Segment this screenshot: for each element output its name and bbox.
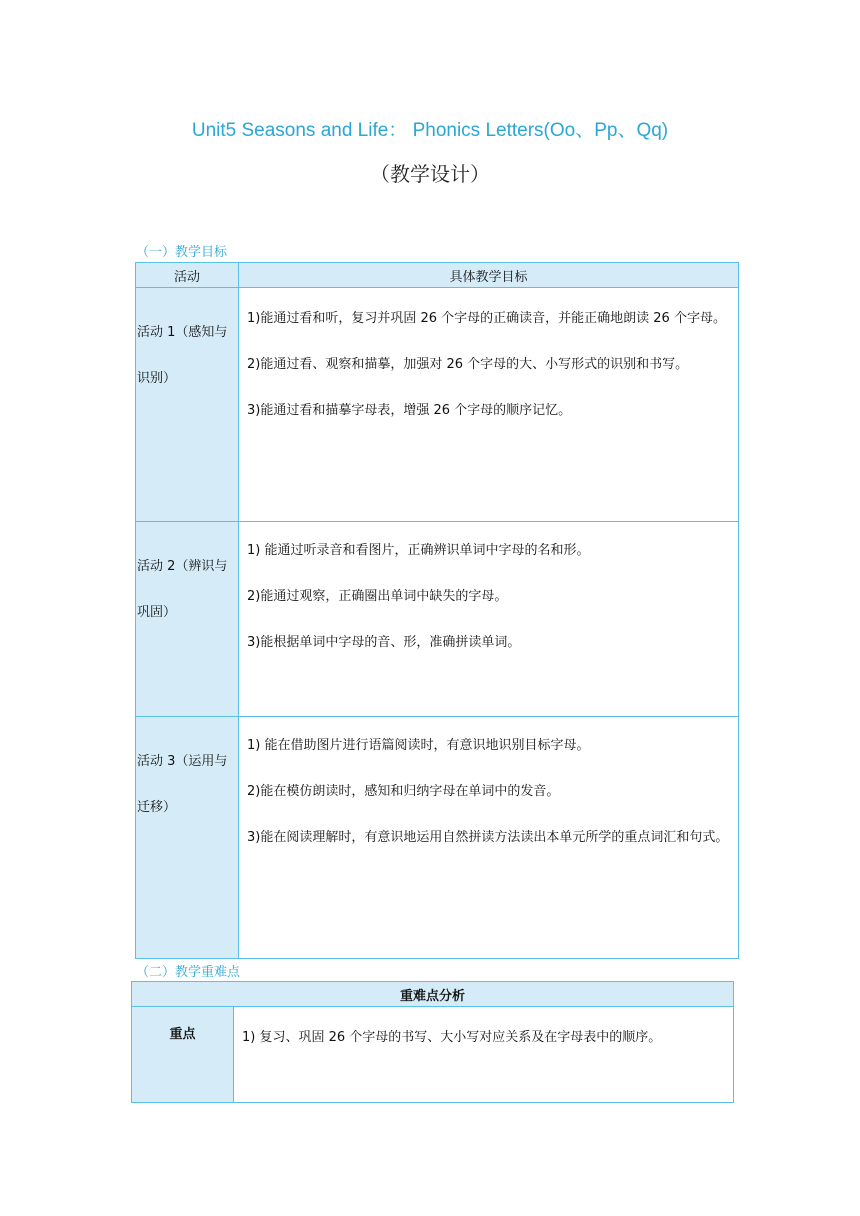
key-points-header: 重难点分析 (132, 982, 734, 1007)
activity-label: 活动 2（辨识与巩固） (136, 522, 239, 717)
activity-label: 活动 3（运用与迁移） (136, 717, 239, 959)
table-row (136, 522, 739, 717)
column-header-goals: 具体教学目标 (239, 263, 739, 288)
goal-item: 1) 能通过听录音和看图片，正确辨识单词中字母的名和形。 (247, 543, 590, 558)
key-points-table (131, 981, 734, 1103)
goal-item: 2)能通过看、观察和描摹，加强对 26 个字母的大、小写形式的识别和书写。 (247, 357, 689, 372)
document-title: Unit5 Seasons and Life： Phonics Letters(Oo、Pp、Qq) (191, 120, 669, 141)
goal-list (239, 522, 739, 717)
goal-item: 3)能在阅读理解时，有意识地运用自然拼读方法读出本单元所学的重点词汇和句式。 (247, 830, 729, 845)
table-row (136, 288, 739, 522)
goals-table (135, 262, 739, 959)
table-row (132, 1007, 734, 1103)
goal-item: 2)能在模仿朗读时，感知和归纳字母在单词中的发音。 (247, 784, 560, 799)
document-subtitle: （教学设计） (370, 162, 490, 186)
goal-list (239, 288, 739, 522)
table-row (136, 717, 739, 959)
goal-item: 1)能通过看和听，复习并巩固 26 个字母的正确读音，并能正确地朗读 26 个字母。 (247, 311, 726, 326)
key-point-content (234, 1007, 734, 1103)
goal-item: 2)能通过观察，正确圈出单词中缺失的字母。 (247, 589, 508, 604)
goal-item: 1) 能在借助图片进行语篇阅读时，有意识地识别目标字母。 (247, 738, 590, 753)
section-heading-key-points: （二）教学重难点 (136, 965, 241, 980)
goal-item: 3)能通过看和描摹字母表，增强 26 个字母的顺序记忆。 (247, 403, 572, 418)
goal-item: 3)能根据单词中字母的音、形，准确拼读单词。 (247, 635, 521, 650)
section-heading-goals: （一）教学目标 (136, 245, 228, 260)
column-header-activity: 活动 (136, 263, 239, 288)
key-point-label: 重点 (132, 1007, 234, 1103)
goal-list (239, 717, 739, 959)
key-point-text: 1) 复习、巩固 26 个字母的书写、大小写对应关系及在字母表中的顺序。 (242, 1030, 662, 1045)
activity-label: 活动 1（感知与识别） (136, 288, 239, 522)
